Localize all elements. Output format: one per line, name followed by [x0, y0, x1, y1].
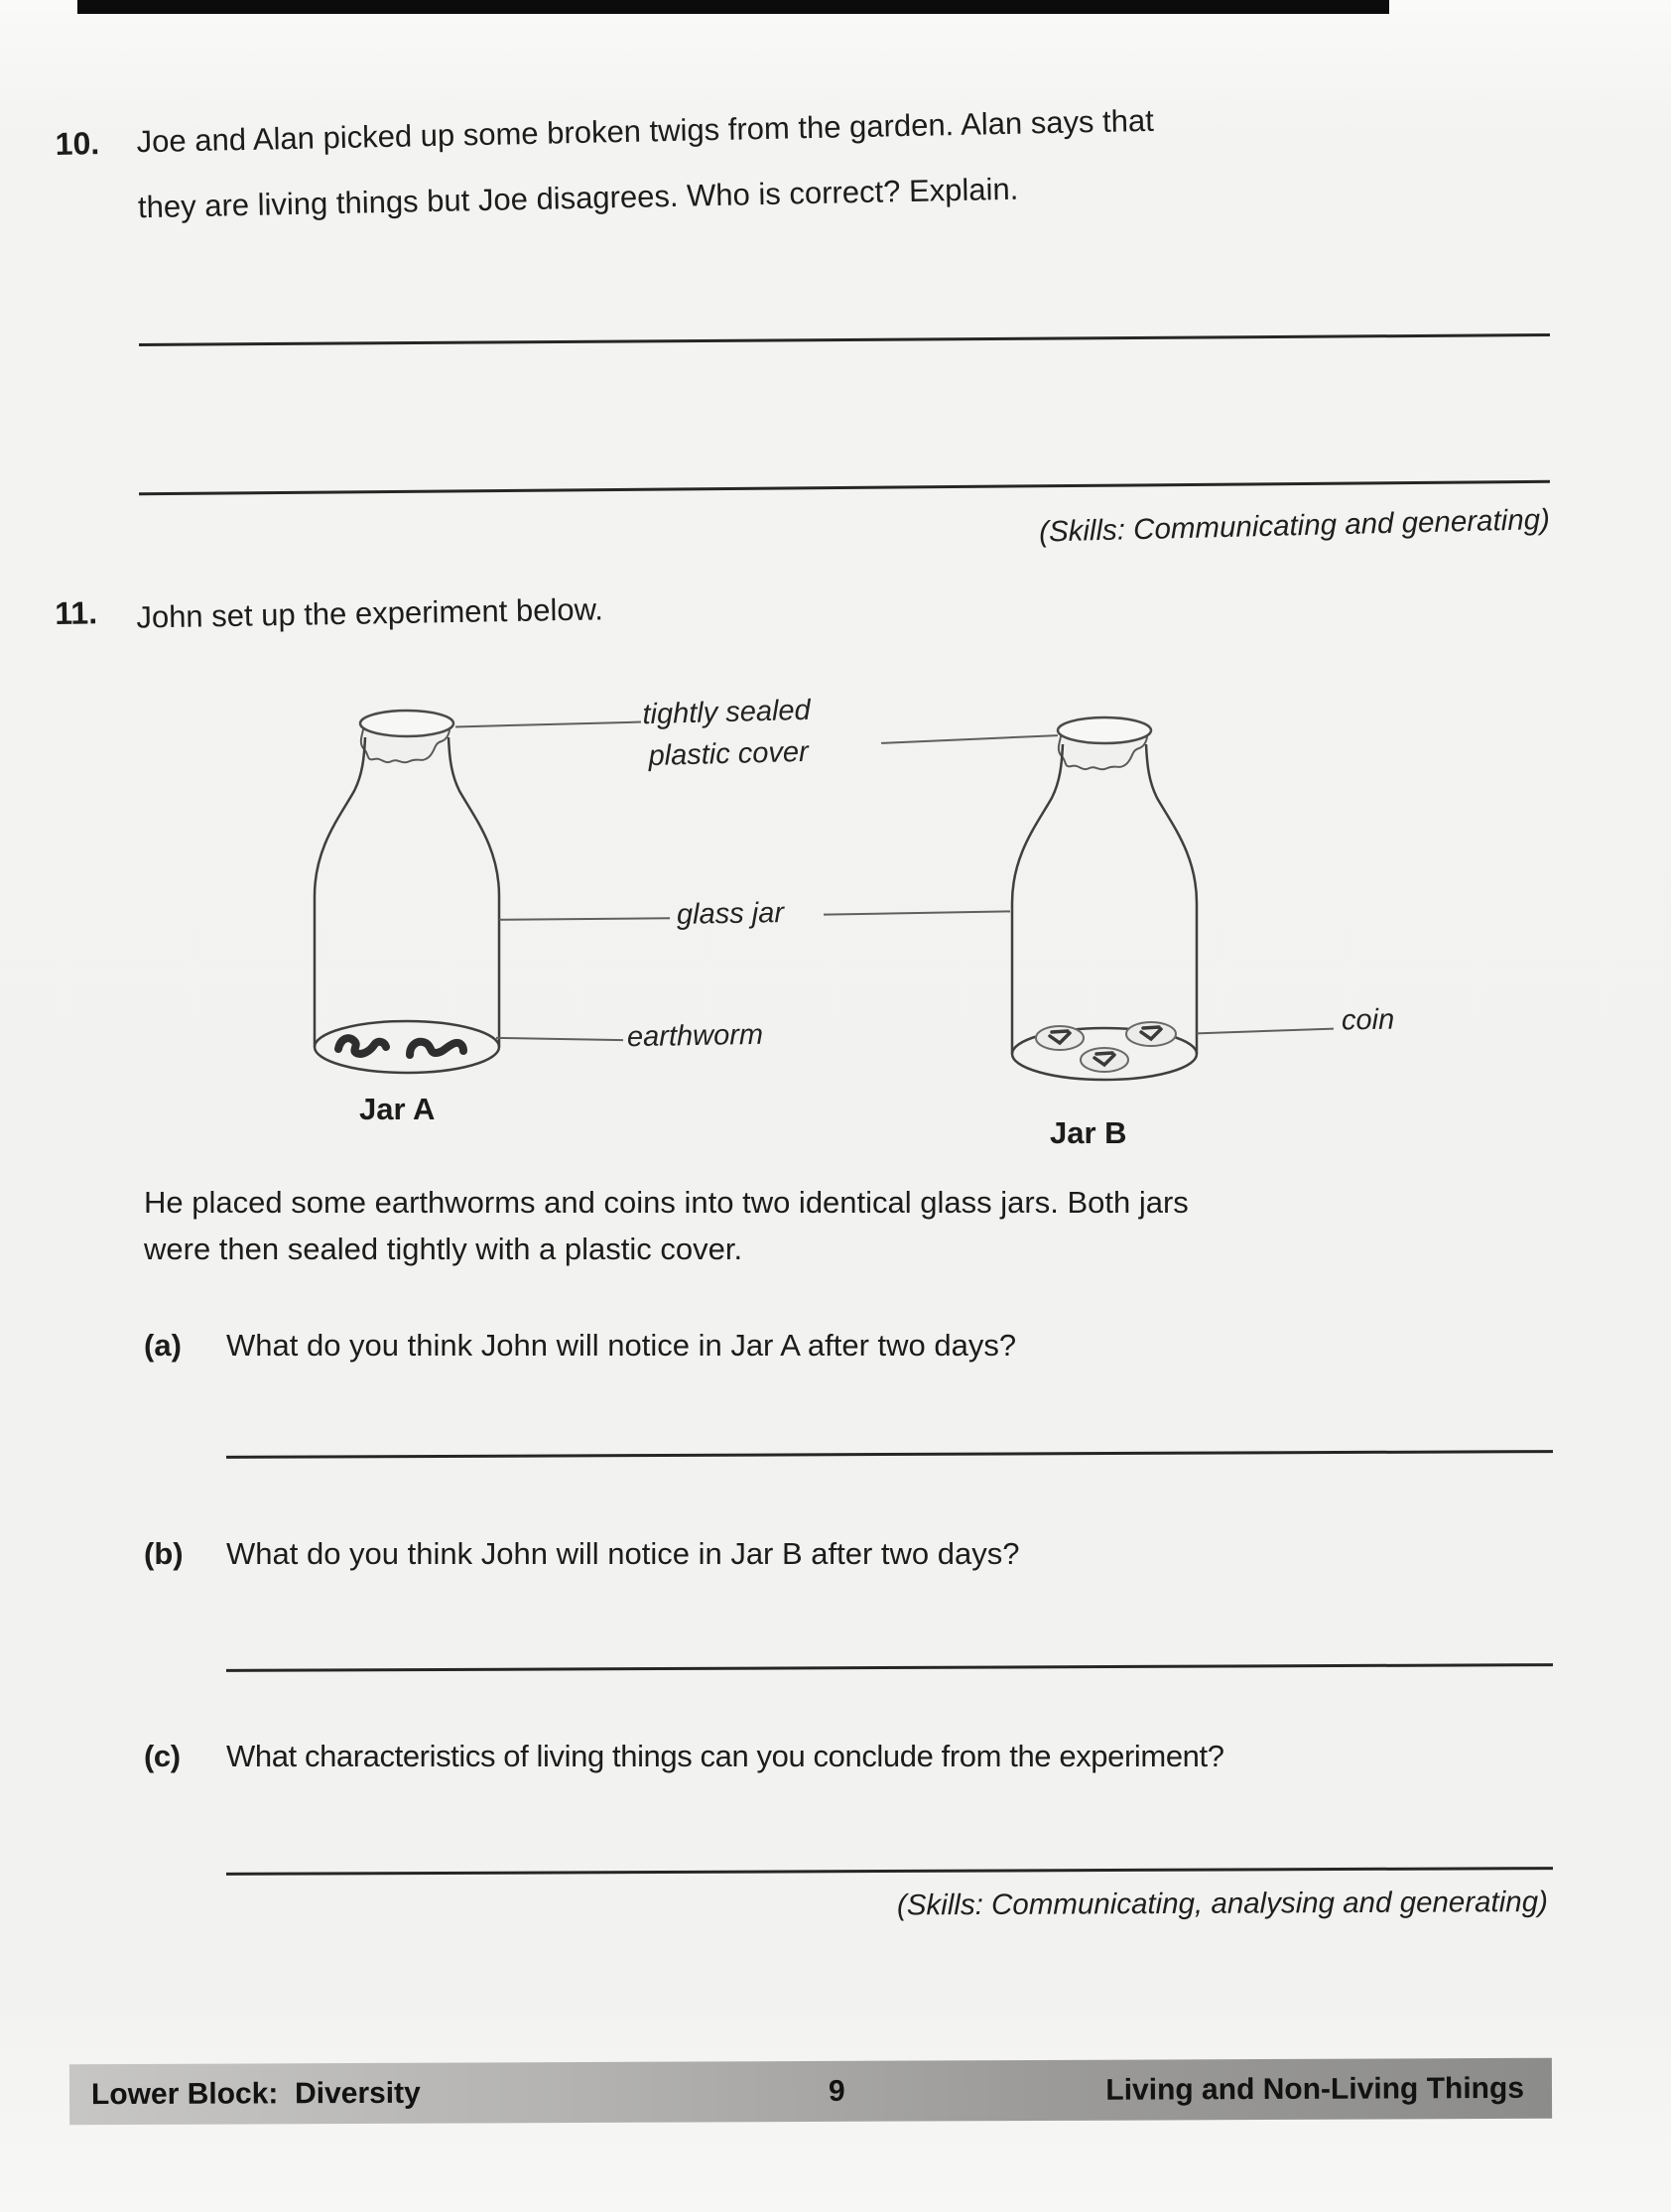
- question-11a: [144, 1328, 1573, 1364]
- jar-b-illustration: [1000, 707, 1209, 1104]
- plastic-cover-top: [360, 711, 453, 736]
- question-11a-label: (a): [144, 1328, 182, 1363]
- question-11b-text: What do you think John will notice in Jar B after two days?: [226, 1536, 1020, 1571]
- earthworm-icon: [410, 1042, 463, 1055]
- jar-a-illustration: [303, 700, 511, 1097]
- skills-note-q11: (Skills: Communicating, analysing and generating): [897, 1886, 1549, 1922]
- description-line-1: He placed some earthworms and coins into two identical glass jars. Both jars: [144, 1185, 1189, 1220]
- leader-line-coin: [1197, 1028, 1334, 1035]
- question-11: [55, 572, 1445, 641]
- question-10-text-line-1: Joe and Alan picked up some broken twigs from the garden. Alan says that: [136, 102, 1155, 160]
- footer-page-number: 9: [828, 2074, 845, 2108]
- answer-line-11c: [226, 1867, 1553, 1876]
- jar-wall-right: [449, 737, 499, 1047]
- question-11c-label: (c): [144, 1739, 181, 1773]
- coin-icon: [1081, 1048, 1128, 1072]
- earthworm-icon: [338, 1038, 386, 1054]
- answer-line-11a: [226, 1450, 1553, 1459]
- question-11c-text: What characteristics of living things can you conclude from the experiment?: [226, 1739, 1224, 1773]
- question-10-number: 10.: [55, 125, 100, 162]
- label-glass-jar: glass jar: [676, 897, 785, 931]
- jar-wall-right: [1146, 744, 1197, 1054]
- question-10: [55, 79, 1575, 242]
- question-10-text-line-2: they are living things but Joe disagrees. Who is correct? Explain.: [137, 171, 1019, 225]
- question-11c: [144, 1739, 1593, 1774]
- answer-line-q10-1: [139, 333, 1550, 346]
- label-coin: coin: [1341, 1003, 1395, 1037]
- question-11-number: 11.: [55, 594, 98, 631]
- question-11-intro: John set up the experiment below.: [136, 591, 604, 635]
- label-earthworm: earthworm: [626, 1018, 764, 1054]
- answer-line-11b: [226, 1663, 1553, 1672]
- jar-wall-left: [315, 737, 365, 1047]
- question-11a-text: What do you think John will notice in Jar A after two days?: [226, 1328, 1017, 1363]
- scan-top-black-bar: [77, 0, 1389, 14]
- leader-line-glass-jar-left: [499, 917, 670, 921]
- footer-bar: [69, 2058, 1552, 2126]
- footer-section-title: Lower Block: Diversity: [90, 2076, 421, 2111]
- footer-chapter-title: Living and Non-Living Things: [1105, 2071, 1525, 2107]
- question-11-description: [144, 1179, 1593, 1272]
- coin-icon: [1036, 1026, 1084, 1050]
- plastic-cover-top: [1058, 717, 1151, 743]
- jar-wall-left: [1012, 744, 1063, 1054]
- description-line-2: were then sealed tightly with a plastic cover.: [144, 1232, 743, 1266]
- label-plastic-cover: tightly sealed plastic cover: [642, 694, 812, 773]
- jar-b-caption: Jar B: [1050, 1115, 1127, 1150]
- question-11b: [144, 1536, 1573, 1572]
- leader-line-earthworm: [496, 1037, 623, 1041]
- answer-line-q10-2: [139, 480, 1550, 495]
- jar-a-caption: Jar A: [359, 1092, 436, 1126]
- coin-icon: [1126, 1022, 1176, 1046]
- question-11b-label: (b): [144, 1536, 184, 1571]
- skills-note-q10: (Skills: Communicating and generating): [1038, 503, 1551, 549]
- leader-line-glass-jar-right: [824, 910, 1010, 915]
